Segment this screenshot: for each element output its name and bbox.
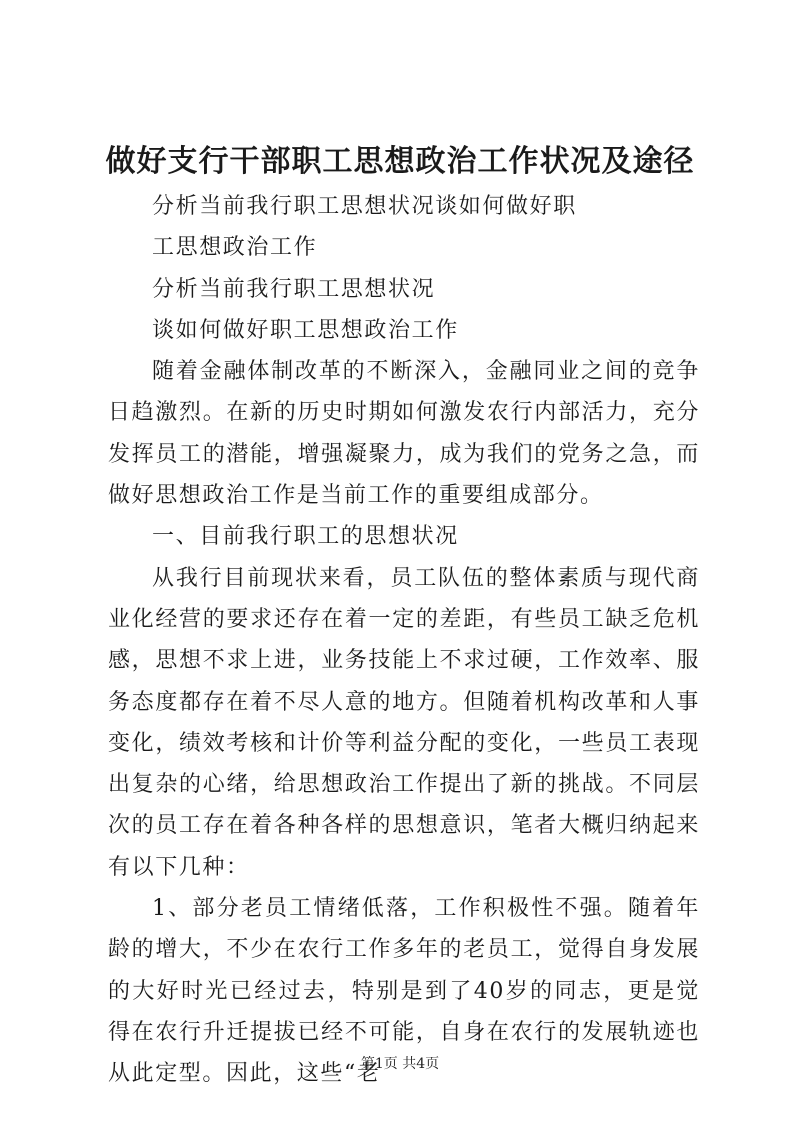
paragraph: 随着金融体制改革的不断深入，金融同业之间的竞争日趋激烈。在新的历史时期如何激发农行内部活力，充分发挥员工的潜能，增强凝聚力，成为我们的党务之急，而做好思想政治工作是当前工作的重要组成部分。	[108, 359, 700, 509]
paragraph: 工思想政治工作	[152, 235, 318, 261]
document-body	[108, 186, 700, 1095]
paragraph: 1、部分老员工情绪低落，工作积极性不强。随着年龄的增大，不少在农行工作多年的老员工，觉得自身发展的大好时光已经过去，特别是到了40岁的同志，更是觉得在农行升迁提拔已经不可能，自身在农行的发展轨迹也从此定型。因此，这些“老	[108, 896, 700, 1087]
paragraph: 从我行目前现状来看，员工队伍的整体素质与现代商业化经营的要求还存在着一定的差距，有些员工缺乏危机感，思想不求上进，业务技能上不求过硬，工作效率、服务态度都存在着不尽人意的地方。但随着机构改革和人事变化，绩效考核和计价等利益分配的变化，一些员工表现出复杂的心绪，给思想政治工作提出了新的挑战。不同层次的员工存在着各种各样的思想意识，笔者大概归纳起来有以下几种：	[108, 565, 700, 880]
paragraph: 分析当前我行职工思想状况	[152, 276, 436, 302]
section-heading: 一、目前我行职工的思想状况	[152, 524, 459, 550]
paragraph: 分析当前我行职工思想状况谈如何做好职	[152, 194, 577, 219]
page-footer: 第1页 共4页	[360, 1056, 440, 1072]
document-title: 做好支行干部职工思想政治工作状况及途径	[105, 144, 695, 179]
paragraph: 谈如何做好职工思想政治工作	[152, 317, 459, 343]
